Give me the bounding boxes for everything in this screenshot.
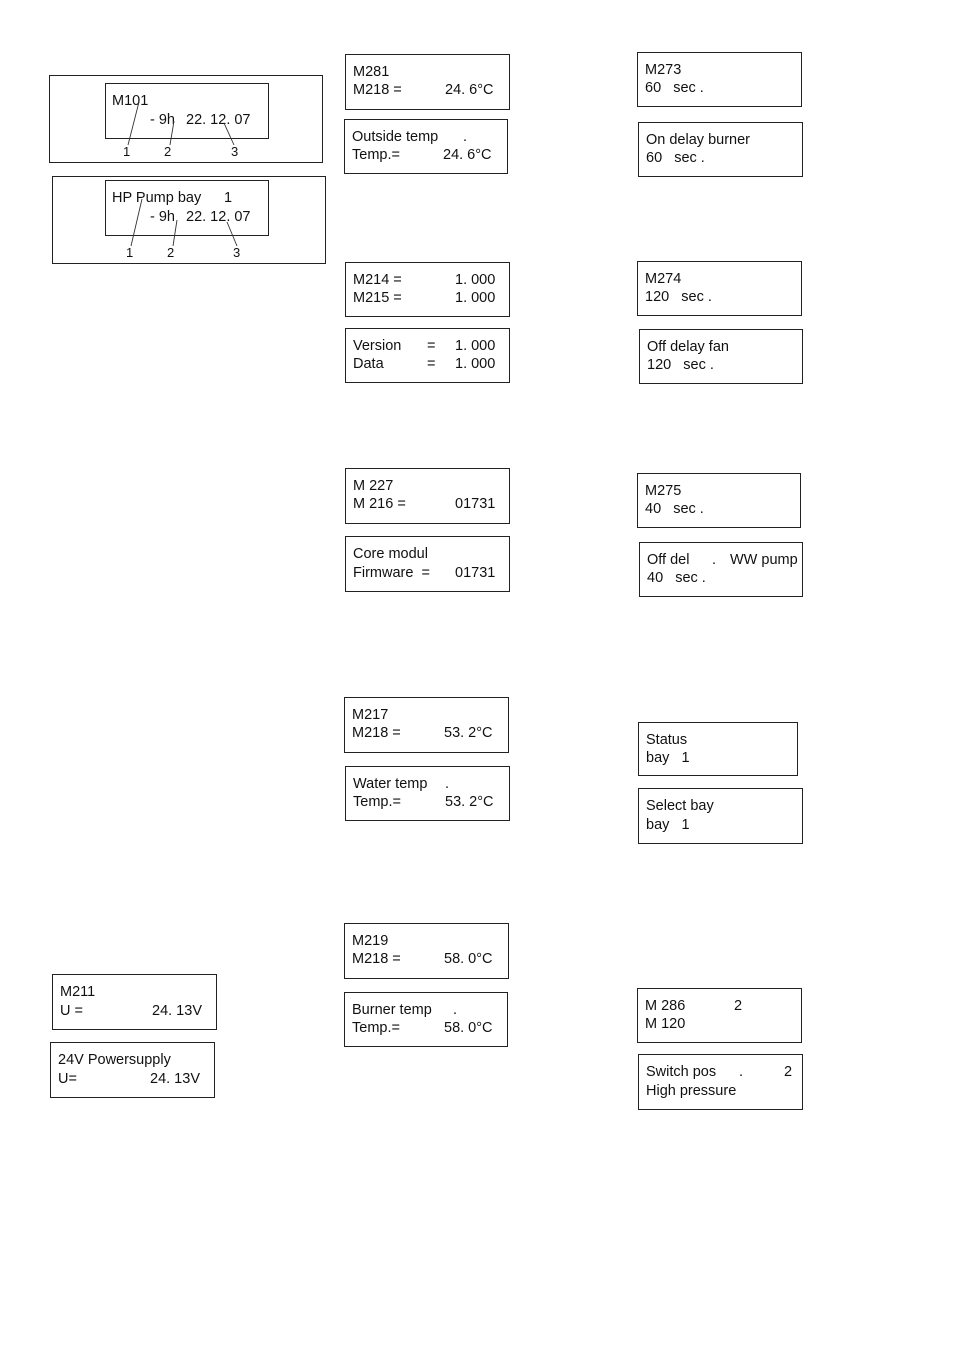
hp-pump-display	[105, 180, 269, 236]
off-delay-fan-title: Off delay fan	[647, 339, 729, 355]
powersupply-title: 24V Powersupply	[58, 1052, 171, 1068]
off-delay-fan-display	[639, 329, 803, 384]
powersupply-display	[50, 1042, 215, 1098]
off-delay-fan-value: 120 sec .	[647, 357, 714, 373]
m214-label: M214 =	[353, 272, 402, 288]
m211-display	[52, 974, 217, 1030]
switch-pos-title: Switch pos	[646, 1064, 717, 1080]
m227-line1: M 227	[353, 478, 394, 494]
m219-display	[344, 923, 509, 979]
m273-line2: 60 sec .	[645, 80, 704, 96]
switch-pos-description: High pressure	[646, 1083, 737, 1099]
version-display	[345, 328, 510, 383]
m101-hours: - 9h	[150, 112, 175, 128]
m101-line1: M101	[112, 93, 149, 109]
m217-label: M218 =	[352, 725, 401, 741]
hp-pump-callout-3: 3	[233, 245, 241, 260]
m101-callout-2: 2	[164, 144, 172, 159]
m101-callout-1: 1	[123, 144, 131, 159]
m274-line1: M274	[645, 271, 682, 287]
off-del-title: Off del	[647, 552, 690, 568]
burner-temp-dot: .	[453, 1002, 458, 1018]
m214-value: 1. 000	[455, 272, 496, 288]
m211-label: U =	[60, 1003, 83, 1019]
m101-date: 22. 12. 07	[186, 112, 251, 128]
m275-line1: M275	[645, 483, 682, 499]
m215-label: M215 =	[353, 290, 402, 306]
m101-display	[105, 83, 269, 139]
outside-temp-label: Temp.=	[352, 147, 400, 163]
m217-line1: M217	[352, 707, 389, 723]
hp-pump-hours: - 9h	[150, 209, 175, 225]
water-temp-value: 53. 2°C	[445, 794, 494, 810]
m211-value: 24. 13V	[152, 1003, 202, 1019]
m281-display	[345, 54, 510, 110]
outside-temp-display	[344, 119, 508, 174]
m286-display	[637, 988, 802, 1043]
m219-label: M218 =	[352, 951, 401, 967]
m275-line2: 40 sec .	[645, 501, 704, 517]
hp-pump-callout-2: 2	[167, 245, 175, 260]
data-label: Data	[353, 356, 384, 372]
outside-temp-title: Outside temp	[352, 129, 439, 145]
status-bay-display	[638, 722, 798, 776]
off-del-dot: .	[712, 552, 717, 568]
core-modul-label: Firmware =	[353, 565, 430, 581]
hp-pump-callout-1: 1	[126, 245, 134, 260]
data-equals: =	[427, 356, 436, 372]
powersupply-label: U=	[58, 1071, 77, 1087]
hp-pump-bay-number: 1	[224, 190, 233, 206]
m286-switch-value: 2	[734, 998, 743, 1014]
m281-value: 24. 6°C	[445, 82, 494, 98]
switch-pos-value: 2	[784, 1064, 793, 1080]
m101-callout-3: 3	[231, 144, 239, 159]
switch-pos-dot: .	[739, 1064, 744, 1080]
m211-line1: M211	[60, 984, 96, 1000]
select-bay-title: Select bay	[646, 798, 714, 814]
m227-label: M 216 =	[353, 496, 406, 512]
version-value: 1. 000	[455, 338, 496, 354]
core-modul-title: Core modul	[353, 546, 428, 562]
m274-display	[637, 261, 802, 316]
water-temp-display	[345, 766, 510, 821]
burner-temp-value: 58. 0°C	[444, 1020, 493, 1036]
m273-line1: M273	[645, 62, 682, 78]
m274-line2: 120 sec .	[645, 289, 712, 305]
m227-value: 01731	[455, 496, 496, 512]
m275-display	[637, 473, 801, 528]
m273-display	[637, 52, 802, 107]
hp-pump-line1: HP Pump bay	[112, 190, 202, 206]
m281-line1: M281	[353, 64, 390, 80]
on-delay-burner-title: On delay burner	[646, 132, 750, 148]
on-delay-burner-display	[638, 122, 803, 177]
select-bay-value: bay 1	[646, 817, 690, 833]
outside-temp-value: 24. 6°C	[443, 147, 492, 163]
burner-temp-display	[344, 992, 508, 1047]
m217-value: 53. 2°C	[444, 725, 493, 741]
version-label: Version	[353, 338, 402, 354]
core-modul-value: 01731	[455, 565, 496, 581]
m286-line1: M 286	[645, 998, 686, 1014]
m215-value: 1. 000	[455, 290, 496, 306]
m286-line2: M 120	[645, 1016, 686, 1032]
water-temp-dot: .	[445, 776, 450, 792]
burner-temp-label: Temp.=	[352, 1020, 400, 1036]
status-title: Status	[646, 732, 688, 748]
core-modul-display	[345, 536, 510, 592]
m214-display	[345, 262, 510, 317]
switch-pos-display	[638, 1054, 803, 1110]
status-bay: bay 1	[646, 750, 690, 766]
m281-label: M218 =	[353, 82, 402, 98]
select-bay-display	[638, 788, 803, 844]
powersupply-value: 24. 13V	[150, 1071, 200, 1087]
water-temp-label: Temp.=	[353, 794, 401, 810]
water-temp-title: Water temp	[353, 776, 428, 792]
outside-temp-dot: .	[463, 129, 468, 145]
m219-line1: M219	[352, 933, 389, 949]
off-del-ww-pump: WW pump	[730, 552, 798, 568]
m219-value: 58. 0°C	[444, 951, 493, 967]
off-del-ww-pump-display	[639, 542, 803, 597]
m227-display	[345, 468, 510, 524]
m217-display	[344, 697, 509, 753]
data-value: 1. 000	[455, 356, 496, 372]
on-delay-burner-value: 60 sec .	[646, 150, 705, 166]
burner-temp-title: Burner temp	[352, 1002, 432, 1018]
hp-pump-date: 22. 12. 07	[186, 209, 251, 225]
version-equals: =	[427, 338, 436, 354]
off-del-value: 40 sec .	[647, 570, 706, 586]
